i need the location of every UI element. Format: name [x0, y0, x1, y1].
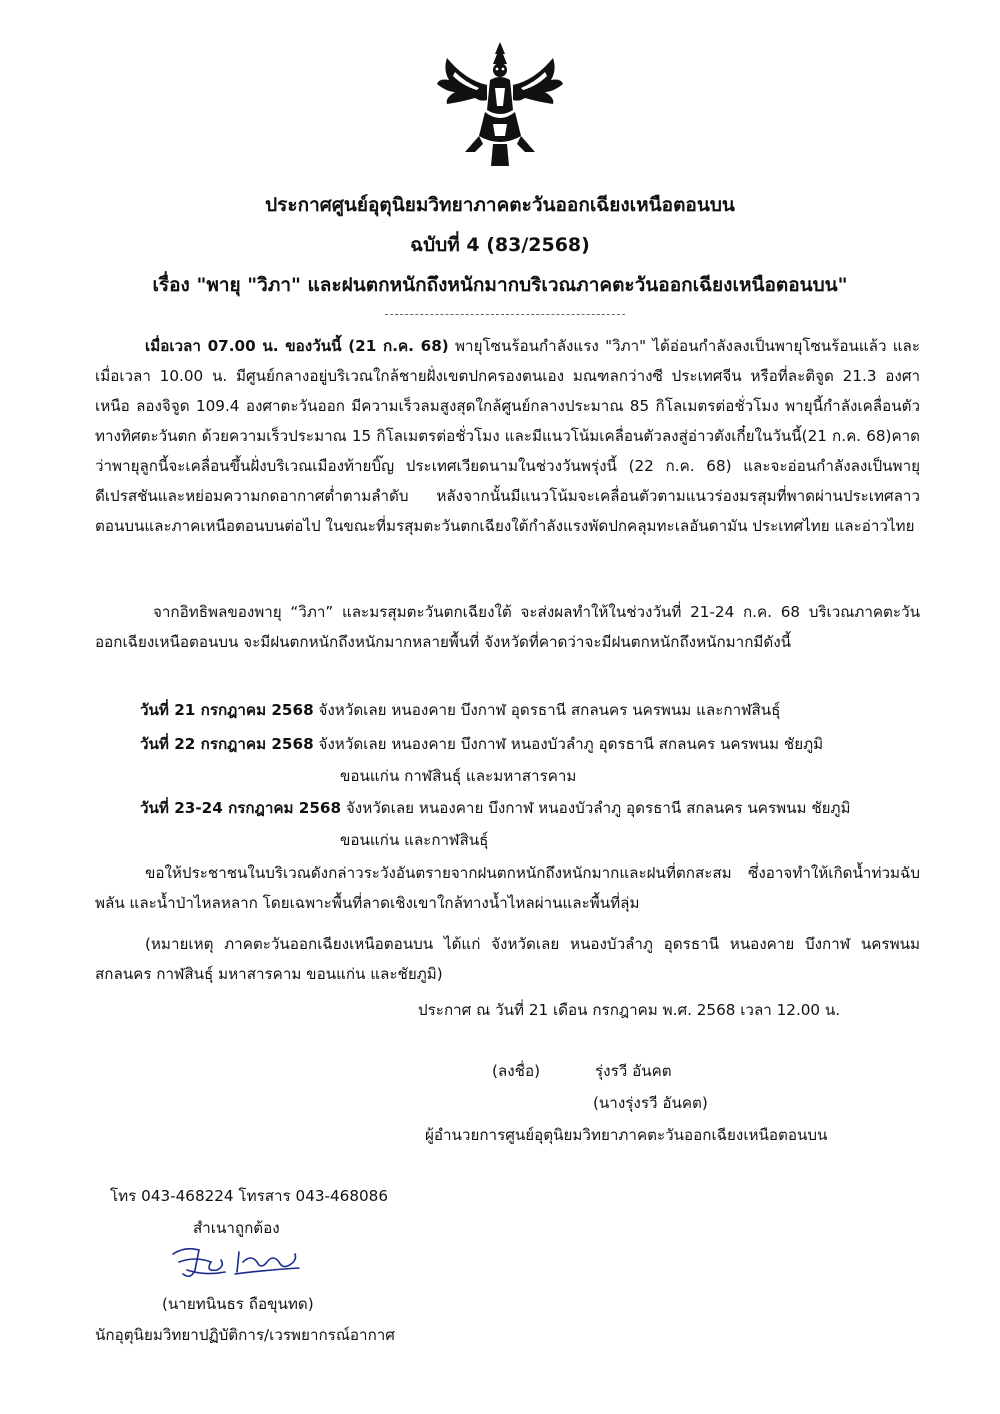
- signer-fullname: (นางรุ่งรวี อันคต): [593, 1094, 708, 1112]
- copy-signer-position: นักอุตุนิยมวิทยาปฏิบัติการ/เวรพยากรณ์อากาศ: [95, 1326, 395, 1344]
- forecast-day-1: [140, 695, 780, 725]
- divider: [385, 314, 625, 315]
- forecast-date: วันที่ 22 กรกฎาคม 2568: [140, 735, 314, 753]
- forecast-provinces: จังหวัดเลย หนองคาย บึงกาฬ หนองบัวลำภู อุดรธานี สกลนคร นครพนม ชัยภูมิ: [313, 735, 824, 753]
- paragraph-warning: ขอให้ประชาชนในบริเวณดังกล่าวระวังอันตรายจากฝนตกหนักถึงหนักมากและฝนที่ตกสะสม ซึ่งอาจทำให้เกิดน้ำท่วมฉับพลัน และน้ำป่าไหลหลาก โดยเฉพาะพื้นที่ลาดเชิงเขาใกล้ทางน้ำไหลผ่านและพื้นที่ลุ่ม: [95, 864, 920, 912]
- forecast-day-2-cont: ขอนแก่น กาฬสินธุ์ และมหาสารคาม: [340, 767, 577, 785]
- issue-number: ฉบับที่ 4 (83/2568): [410, 234, 590, 256]
- copy-signer-name: (นายทนินธร ถือขุนทด): [162, 1295, 314, 1313]
- garuda-emblem-icon: [435, 40, 565, 168]
- forecast-provinces: จังหวัดเลย หนองคาย บึงกาฬ อุดรธานี สกลนคร นครพนม และกาฬสินธุ์: [313, 701, 781, 719]
- signer-position: ผู้อำนวยการศูนย์อุตุนิยมวิทยาภาคตะวันออกเฉียงเหนือตอนบน: [425, 1126, 828, 1144]
- contact-numbers: โทร 043-468224 โทรสาร 043-468086: [110, 1187, 388, 1205]
- handwritten-signature-icon: [165, 1240, 305, 1285]
- forecast-day-2: [140, 729, 823, 759]
- paragraph-text: พายุโซนร้อนกำลังแรง "วิภา" ได้อ่อนกำลังลงเป็นพายุโซนร้อนแล้ว และเมื่อเวลา 10.00 น. มีศูนย์กลางอยู่บริเวณใกล้ชายฝั่งเขตปกครองตนเอง มณฑลกว่างซี ประเทศจีน หรือที่ละติจูด 21.3 องศาเหนือ ลองจิจูด 109.4 องศาตะวันออก มีความเร็วลมสูงสุดใกล้ศูนย์กลางประมาณ 85 กิโลเมตรต่อชั่วโมง พายุนี้กำลังเคลื่อนตัวทางทิศตะวันตก ด้วยความเร็วประมาณ 15 กิโลเมตรต่อชั่วโมง และมีแนวโน้มเคลื่อนตัวลงสู่อ่าวตังเกี๋ยในวันนี้(21 ก.ค. 68)คาดว่าพายุลูกนี้จะเคลื่อนขึ้นฝั่งบริเวณเมืองท้ายบิ๊ญ ประเทศเวียดนามในช่วงวันพรุ่งนี้ (22 ก.ค. 68) และจะอ่อนกำลังลงเป็นพายุดีเปรสชันและหย่อมความกดอากาศต่ำตามลำดับ หลังจากนั้นมีแนวโน้มจะเคลื่อนตัวตามแนวร่องมรสุมที่พาดผ่านประเทศลาวตอนบนและภาคเหนือตอนบนต่อไป ในขณะที่มรสุมตะวันตกเฉียงใต้กำลังแรงพัดปกคลุมทะเลอันดามัน ประเทศไทย และอ่าวไทย: [95, 337, 921, 535]
- forecast-day-3-cont: ขอนแก่น และกาฬสินธุ์: [340, 831, 489, 849]
- certified-copy-label: สำเนาถูกต้อง: [193, 1219, 280, 1237]
- forecast-day-3: [140, 793, 851, 823]
- forecast-provinces: จังหวัดเลย หนองคาย บึงกาฬ หนองบัวลำภู อุดรธานี สกลนคร นครพนม ชัยภูมิ: [341, 799, 851, 817]
- announcement-title: ประกาศศูนย์อุตุนิยมวิทยาภาคตะวันออกเฉียงเหนือตอนบน: [265, 194, 735, 216]
- paragraph-influence: จากอิทธิพลของพายุ “วิภา” และมรสุมตะวันตกเฉียงใต้ จะส่งผลทำให้ในช่วงวันที่ 21-24 ก.ค. 68 บริเวณภาคตะวันออกเฉียงเหนือตอนบน จะมีฝนตกหนักถึงหนักมากหลายพื้นที่ จังหวัดที่คาดว่าจะมีฝนตกหนักถึงหนักมากมีดังนี้: [95, 603, 920, 651]
- signer-name: รุ่งรวี อันคต: [595, 1062, 672, 1080]
- paragraph-lead: เมื่อเวลา 07.00 น. ของวันนี้ (21 ก.ค. 68): [145, 337, 449, 355]
- announce-date: ประกาศ ณ วันที่ 21 เดือน กรกฎาคม พ.ศ. 2568 เวลา 12.00 น.: [418, 1001, 841, 1019]
- paragraph-storm-status: [95, 331, 920, 541]
- paragraph-note: (หมายเหตุ ภาคตะวันออกเฉียงเหนือตอนบน ได้แก่ จังหวัดเลย หนองบัวลำภู อุดรธานี หนองคาย บึงกาฬ นครพนม สกลนคร กาฬสินธุ์ มหาสารคาม ขอนแก่น และชัยภูมิ): [95, 935, 920, 983]
- subject-line: เรื่อง "พายุ "วิภา" และฝนตกหนักถึงหนักมากบริเวณภาคตะวันออกเฉียงเหนือตอนบน": [152, 274, 848, 296]
- forecast-date: วันที่ 23-24 กรกฎาคม 2568: [140, 799, 342, 817]
- forecast-date: วันที่ 21 กรกฎาคม 2568: [140, 701, 314, 719]
- sign-label: (ลงชื่อ): [492, 1062, 541, 1080]
